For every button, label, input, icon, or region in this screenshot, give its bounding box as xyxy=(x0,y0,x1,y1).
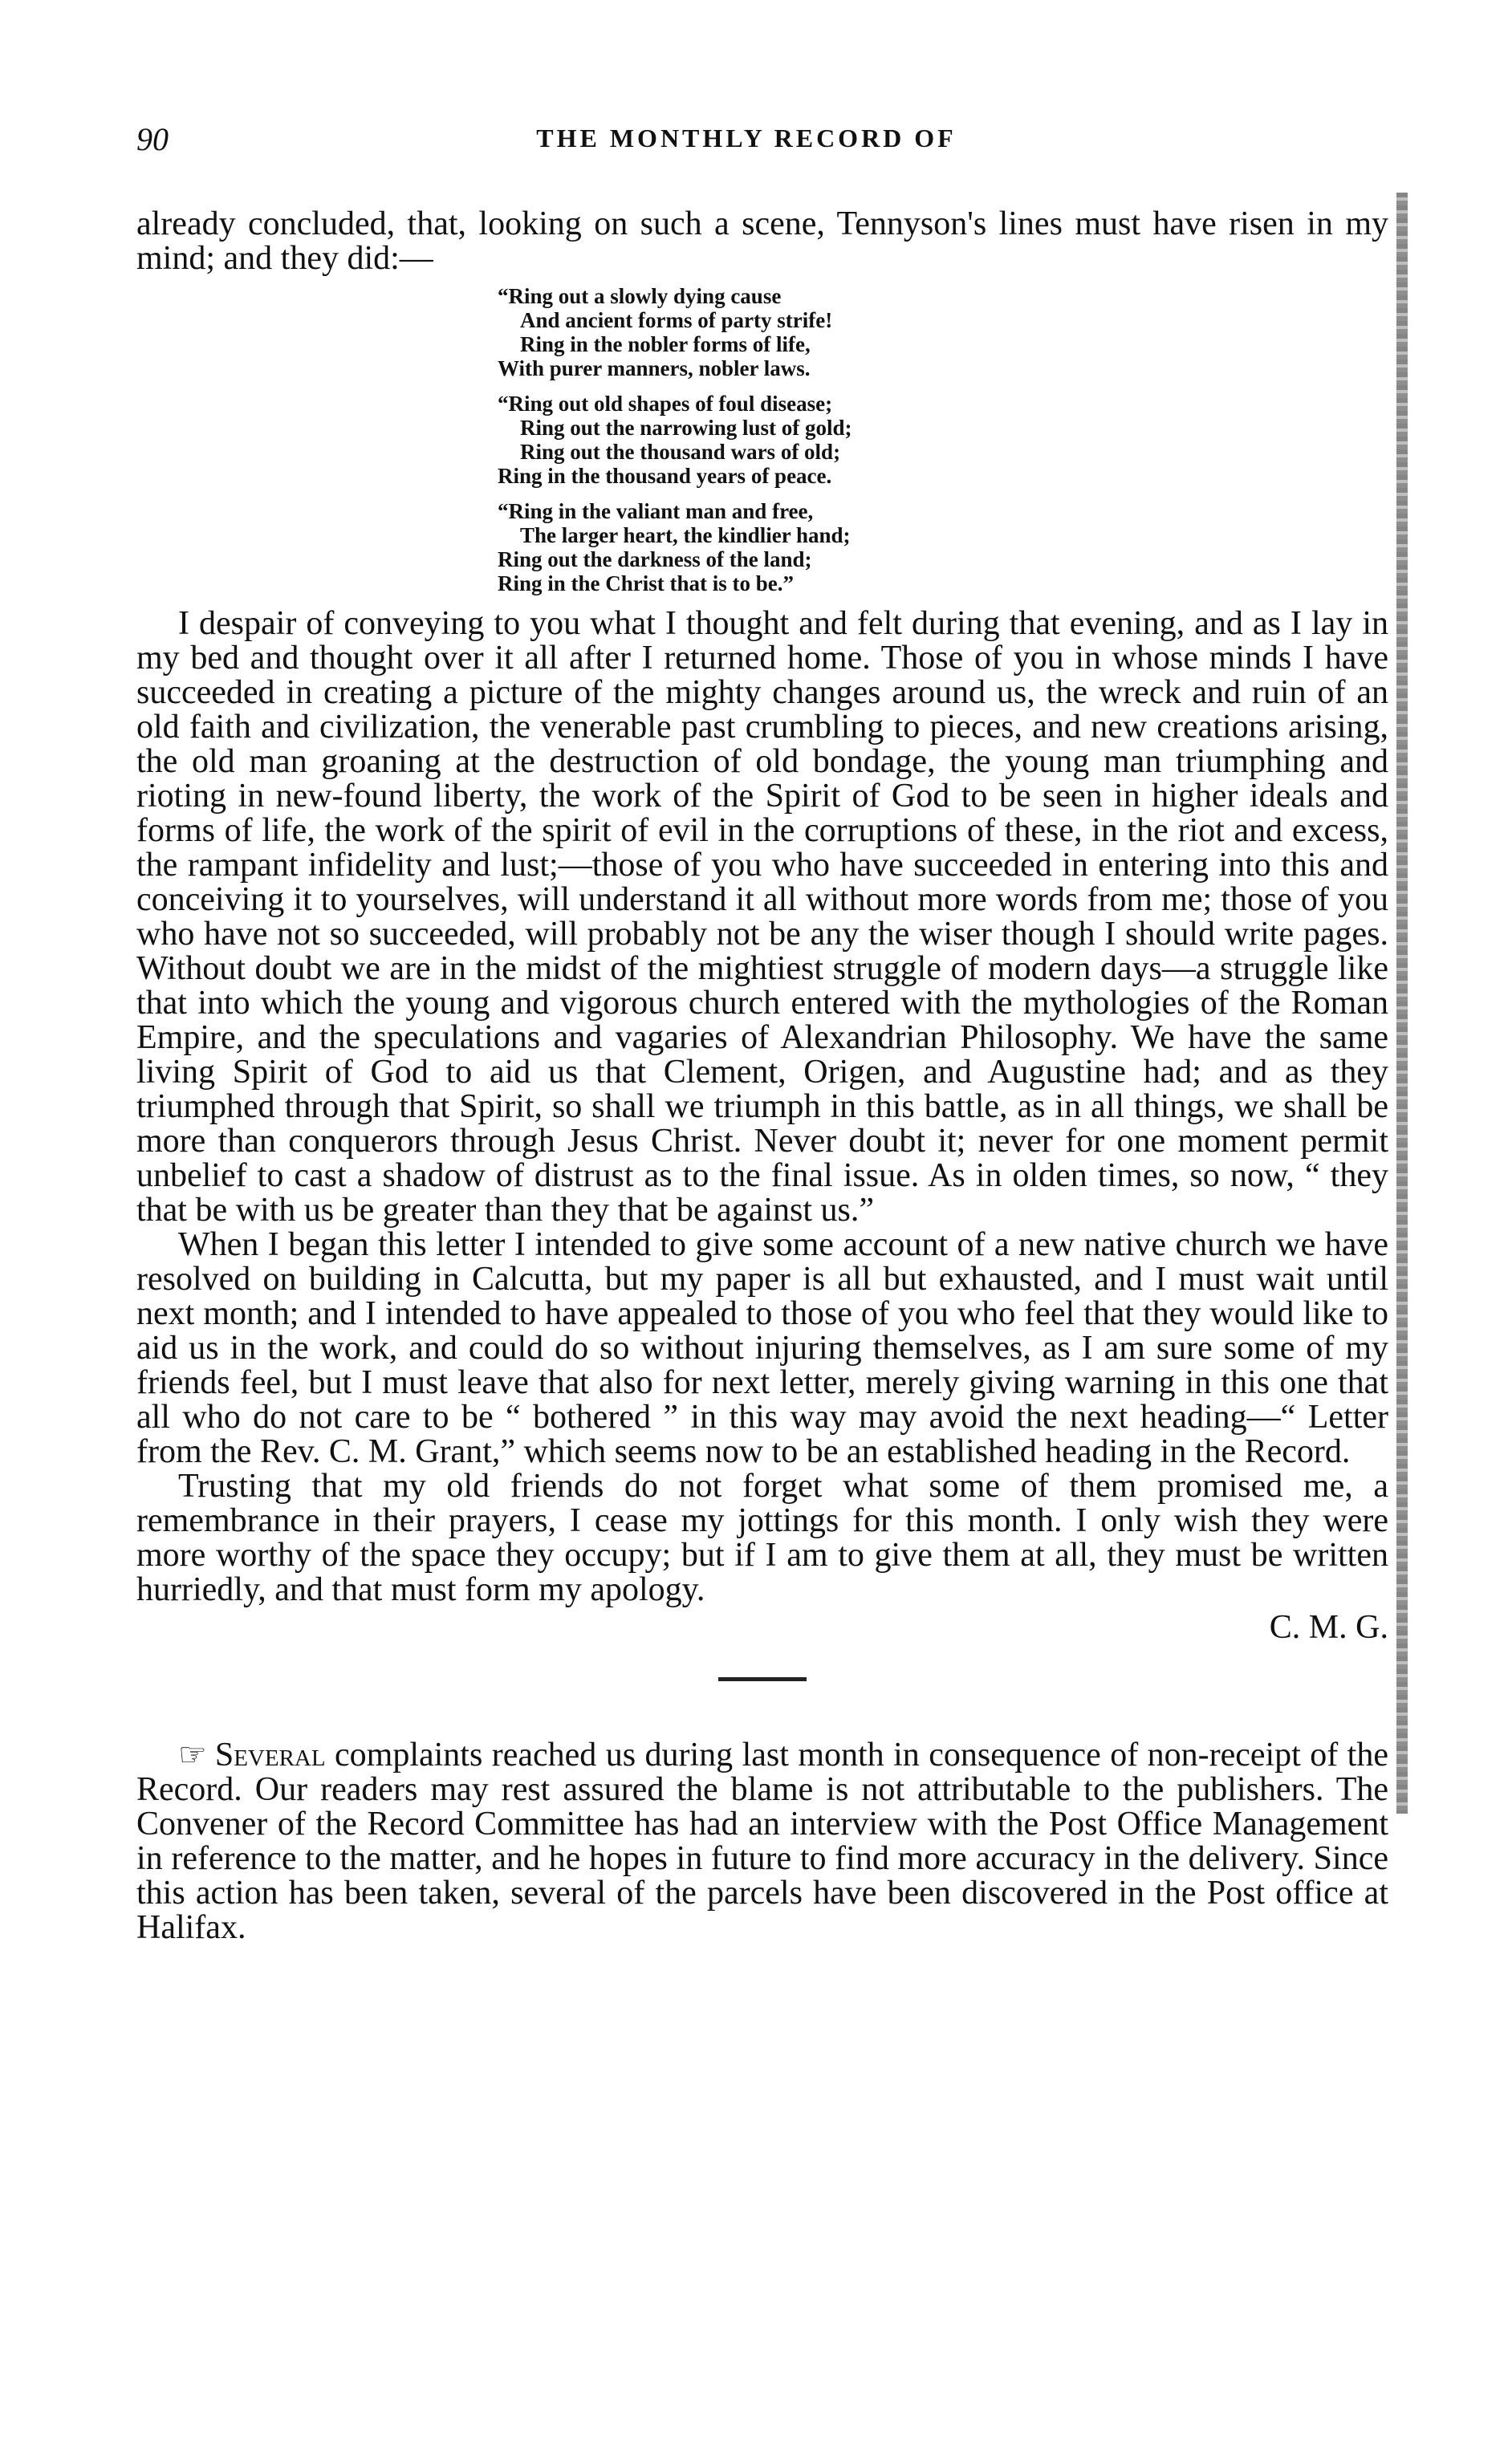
scan-edge-shadow xyxy=(1396,193,1408,1814)
tennyson-poem xyxy=(498,284,1388,595)
poem-line: Ring in the thousand years of peace. xyxy=(498,464,832,488)
page-header xyxy=(136,120,1356,169)
notice-lead-word: Several xyxy=(214,1737,326,1774)
intro-paragraph: already concluded, that, looking on such a scene, Tennyson's lines must have risen in my mind; and they did:— xyxy=(136,205,1388,277)
page-number: 90 xyxy=(136,121,169,157)
body-paragraph: When I began this letter I intended to give some account of a new native church we have resolved on building in Calcutta, but my paper is all but exhausted, and I must wait until next month; and I intended to have appealed to those of you who feel that they would like to aid us in the work, and could do so without injuring themselves, as I am sure some of my friends feel, but I must leave that also for next letter, merely giving warning in this one that all who do not care to be “ bothered ” in this way may avoid the next heading—“ Letter from the Rev. C. M. Grant,” which seems now to be an established heading in the Record. xyxy=(136,1226,1388,1470)
poem-stanza xyxy=(498,499,1388,595)
body-paragraph: Trusting that my old friends do not forget what some of them promised me, a remembrance in their prayers, I cease my jottings for this month. I only wish they were more worthy of the space they occupy; but if I am to give them at all, they must be written hurriedly, and that must form my apology. xyxy=(136,1468,1388,1608)
poem-line: Ring in the nobler forms of life, xyxy=(520,332,811,356)
body-paragraph: I despair of conveying to you what I thought and felt during that evening, and as I lay in my bed and thought over it all after I returned home. Those of you in whose minds I have succeeded in creating a picture of the mighty changes around us, the wreck and ruin of an old faith and civilization, the venerable past crumbling to pieces, and new creations arising, the old man groaning at the destruction of old bondage, the young man triumphing and rioting in new-found liberty, the work of the Spirit of God to be seen in higher ideals and forms of life, the work of the spirit of evil in the corruptions of these, in the riot and excess, the rampant infidelity and lust;—those of you who have succeeded in entering into this and conceiving it to yourselves, will understand it all without more words from me; those of you who have not so succeeded, will probably not be any the wiser though I should write pages. Without doubt we are in the midst of the mightiest struggle of modern days—a struggle like that into which the young and vigorous church entered with the mythologies of the Roman Empire, and the speculations and vagaries of Alexandrian Philosophy. We have the same living Spirit of God to aid us that Clement, Origen, and Augustine had; and as they triumphed through that Spirit, so shall we triumph in this battle, as in all things, we shall be more than conquerors through Jesus Christ. Never doubt it; never for one moment permit unbelief to cast a shadow of distrust as to the final issue. As in olden times, so now, “ they that be with us be greater than they that be against us.” xyxy=(136,605,1388,1229)
poem-stanza xyxy=(498,284,1388,380)
poem-line: Ring out the thousand wars of old; xyxy=(520,440,841,464)
poem-stanza xyxy=(498,392,1388,488)
poem-line: With purer manners, nobler laws. xyxy=(498,356,811,380)
section-divider xyxy=(718,1677,807,1681)
pointing-hand-icon: ☞ xyxy=(178,1737,207,1773)
author-signature: C. M. G. xyxy=(1269,1609,1388,1646)
poem-line: And ancient forms of party strife! xyxy=(520,308,833,332)
poem-line: “Ring out old shapes of foul disease; xyxy=(498,392,833,416)
poem-line: The larger heart, the kindlier hand; xyxy=(520,523,851,547)
article-body xyxy=(136,207,1388,1945)
poem-line: Ring in the Christ that is to be.” xyxy=(498,571,795,595)
poem-line: Ring out the darkness of the land; xyxy=(498,547,812,571)
running-head: THE MONTHLY RECORD OF xyxy=(536,124,957,152)
poem-line: Ring out the narrowing lust of gold; xyxy=(520,416,852,440)
poem-line: “Ring in the valiant man and free, xyxy=(498,499,814,523)
poem-line: “Ring out a slowly dying cause xyxy=(498,284,782,308)
notice-paragraph xyxy=(136,1737,1388,1945)
notice-text: complaints reached us during last month in consequence of non-receipt of the Record. Our readers may rest assured the blame is not attributable to the publishers. The Convener of the Record Committee has had an interview with the Post Office Management in reference to the matter, and he hopes in future to find more accuracy in the delivery. Since this action has been taken, several of the parcels have been discovered in the Post office at Halifax. xyxy=(136,1737,1388,1946)
